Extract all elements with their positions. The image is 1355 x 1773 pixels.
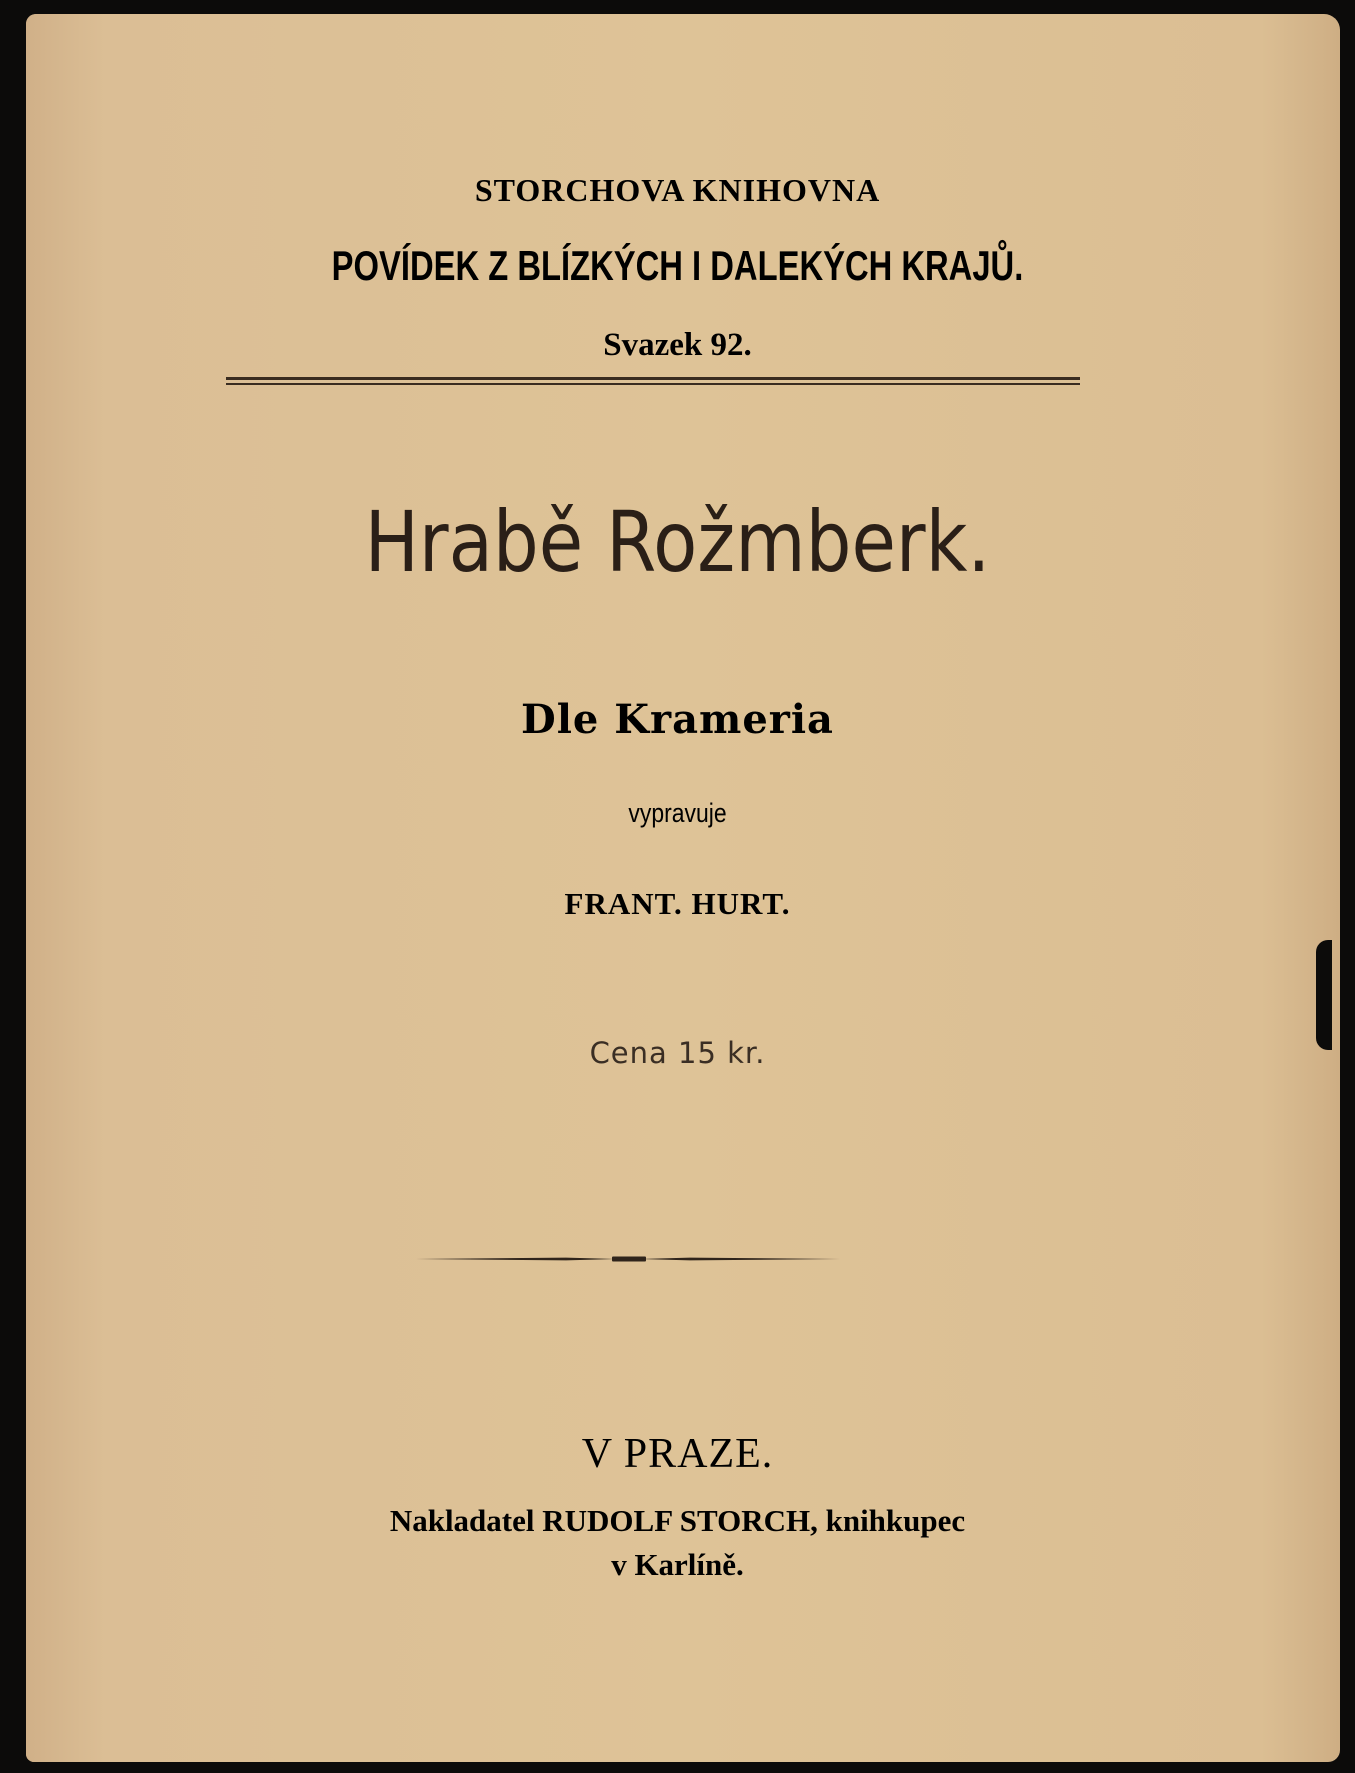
imprint-place: V PRAZE.: [581, 1431, 774, 1477]
series-name: STORCHOVA KNIHOVNA: [474, 172, 881, 208]
narrated-by-label: vypravuje: [628, 798, 727, 828]
author-name: FRANT. HURT.: [564, 886, 791, 921]
double-rule-divider: [226, 377, 1080, 385]
imprint-location: v Karlíně.: [611, 1547, 744, 1582]
ornamental-rule: [416, 1255, 840, 1263]
book-title: Hrabě Rožmberk.: [364, 493, 991, 591]
source-credit: Dle Krameria: [521, 696, 834, 743]
volume-number: Svazek 92.: [603, 327, 752, 363]
collection-name: POVÍDEK Z BLÍZKÝCH I DALEKÝCH KRAJŮ.: [331, 242, 1024, 289]
price-label: Cena 15 kr.: [589, 1036, 766, 1070]
page-edge-notch: [1316, 940, 1332, 1050]
imprint-publisher: Nakladatel RUDOLF STORCH, knihkupec: [389, 1503, 966, 1538]
